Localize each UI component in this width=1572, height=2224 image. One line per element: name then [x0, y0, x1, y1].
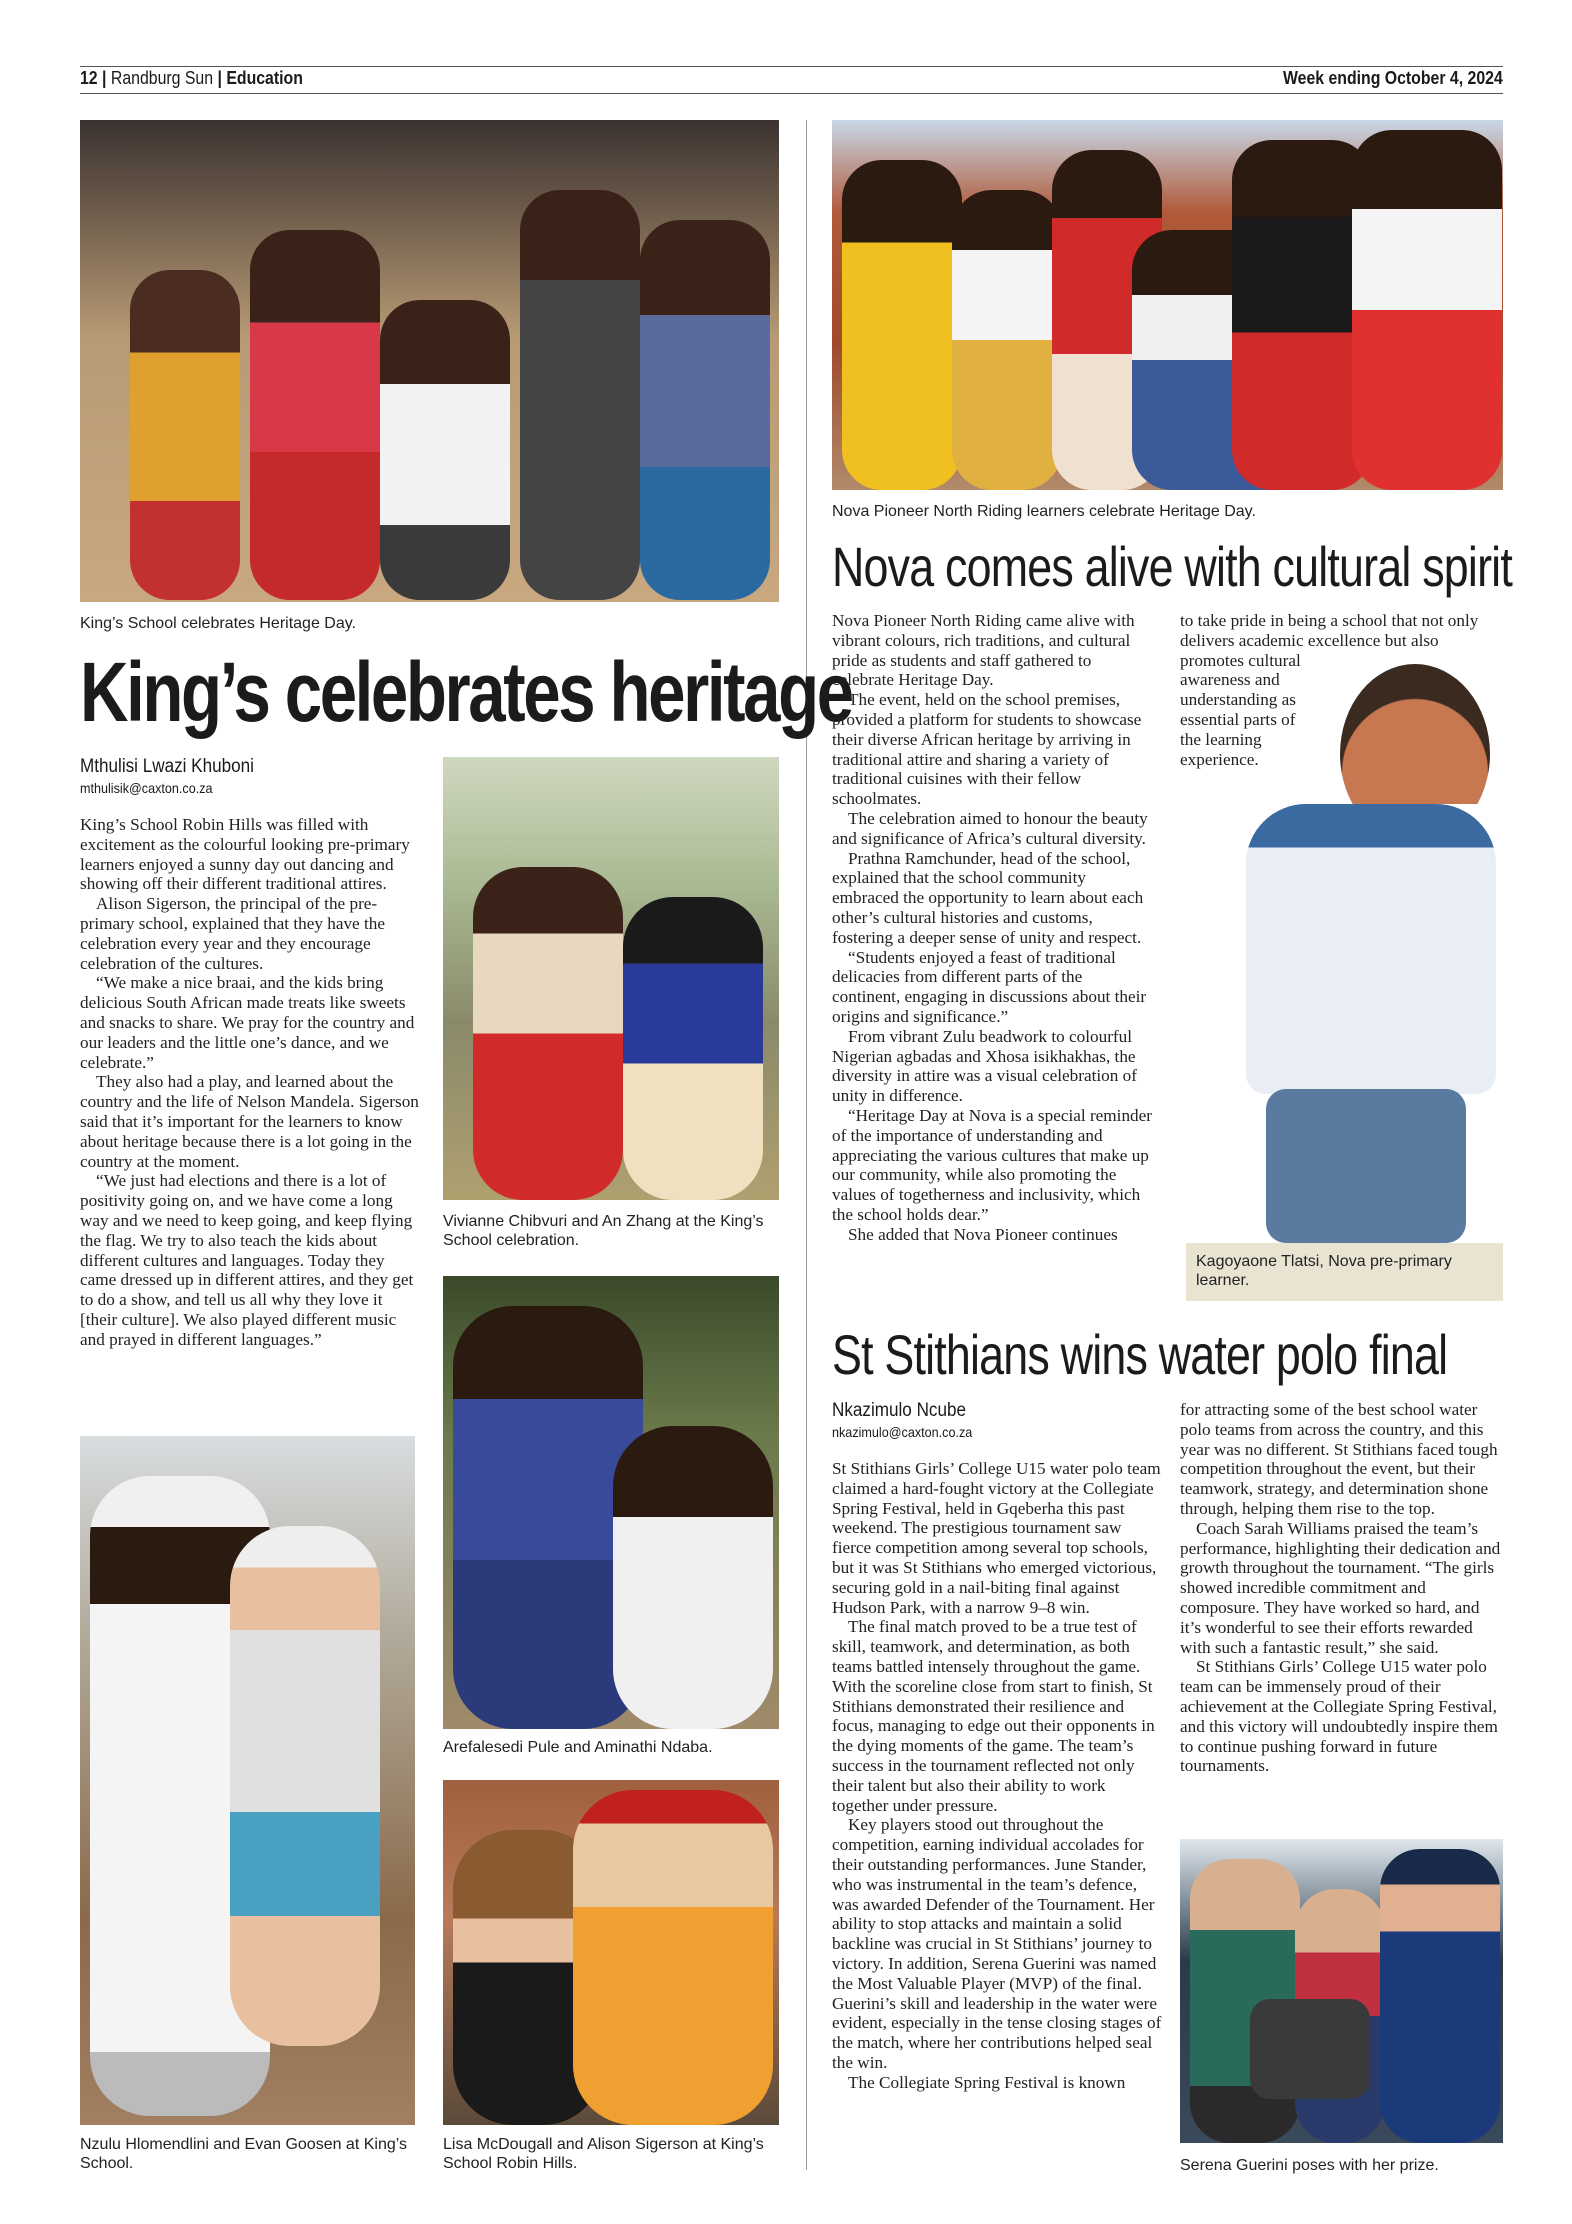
- vivianne-photo: [443, 757, 779, 1200]
- arefalesedi-caption: Arefalesedi Pule and Aminathi Ndaba.: [443, 1739, 713, 1756]
- paragraph: Nova Pioneer North Riding came alive with vibrant colours, rich traditions, and cultural pride as students and staff gathered to celebrate Heritage Day.: [832, 611, 1135, 690]
- paragraph: King’s School Robin Hills was filled with excitement as the colourful looking pre-primary learners enjoyed a sunny day out dancing and showing off their different traditional attires.: [80, 815, 410, 894]
- paragraph: The celebration aimed to honour the beauty and significance of Africa’s cultural diversity.: [832, 808, 1148, 848]
- vivianne-caption: Vivianne Chibvuri and An Zhang at the King’s School celebration.: [443, 1213, 764, 1249]
- publication-name: Randburg Sun: [110, 68, 214, 88]
- serena-photo: [1180, 1839, 1503, 2143]
- paragraph: From vibrant Zulu beadwork to colourful Nigerian agbadas and Xhosa isikhakhas, the diversity in attire was a visual celebration of unity in difference.: [832, 1026, 1137, 1106]
- paragraph: The Collegiate Spring Festival is known: [848, 2072, 1126, 2092]
- polo-headline: St Stithians wins water polo final: [832, 1323, 1448, 1386]
- nova-headline: Nova comes alive with cultural spirit: [832, 535, 1512, 598]
- paragraph: Alison Sigerson, the principal of the pre-primary school, explained that they have the celebration every year and they encourage celebration of the cultures.: [80, 894, 385, 973]
- paragraph: Coach Sarah Williams praised the team’s performance, highlighting their dedication and growth throughout the tournament. “The girls showed incredible commitment and composure. They have worked so hard, and it’s wonderful to see their efforts rewarded with such a fantastic result,” she said.: [1180, 1518, 1501, 1657]
- nova-article-col1: [832, 611, 1152, 1245]
- kings-author: Mthulisi Lwazi Khuboni: [80, 756, 254, 777]
- paragraph: to take pride in being a school that not only delivers academic excellence but also promotes cultural awareness and understanding as essential parts of the learning experience.: [1180, 611, 1479, 769]
- header-bottom-rule: [80, 93, 1503, 94]
- paragraph: “We just had elections and there is a lot of positivity going on, and we have come a long way and we need to keep going, and keep flying the flag. We try to also teach the kids about different cultures and languages. Today they came dressed up in different attires, and they get to do a show, and tell us all why they love it [their culture]. We also played different music and prayed in different languages.”: [80, 1171, 414, 1349]
- kings-article-body: [80, 815, 420, 1350]
- paragraph: The event, held on the school premises, provided a platform for students to showcase their diverse African heritage by arriving in traditional attire and sharing a variety of traditional cuisines with their fellow schoolmates.: [832, 690, 1142, 809]
- column-divider: [806, 120, 807, 2170]
- kagoyaone-caption: Kagoyaone Tlatsi, Nova pre-primary learner.: [1196, 1253, 1452, 1289]
- paragraph: St Stithians Girls’ College U15 water polo team claimed a hard-fought victory at the Collegiate Spring Festival, held in Gqeberha this past weekend. The prestigious tournament saw fierce competition among several top schools, but it was St Stithians who emerged victorious, securing gold in a nail-biting final against Hudson Park, with a narrow 9–8 win.: [832, 1459, 1161, 1617]
- header-top-rule: [80, 66, 1503, 67]
- paragraph: “Students enjoyed a feast of traditional delicacies from different parts of the continent, engaging in discussions about their origins and significance.”: [832, 947, 1147, 1026]
- lisa-photo: [443, 1780, 779, 2125]
- polo-article-col2: [1180, 1400, 1503, 1776]
- paragraph: “We make a nice braai, and the kids bring delicious South African made treats like sweets and snacks to share. We pray for the country and our leaders and the little one’s dance, and we celebrate.”: [80, 973, 415, 1072]
- kings-group-photo: [80, 120, 779, 602]
- kings-photo-caption: King’s School celebrates Heritage Day.: [80, 615, 356, 632]
- page-header: 12 | Randburg Sun | Education: [80, 68, 303, 88]
- paragraph: Prathna Ramchunder, head of the school, explained that the school community embraced the opportunity to learn about each other’s cultural histories and customs, fostering a deeper sense of unity and respect.: [832, 848, 1144, 947]
- paragraph: “Heritage Day at Nova is a special reminder of the importance of understanding and appreciating the various cultures that make up our community, while also promoting the values of togetherness and inclusivity, which the school holds dear.”: [832, 1105, 1152, 1224]
- kings-headline: King’s celebrates heritage: [80, 645, 852, 739]
- nova-article-col2: [1180, 611, 1503, 1251]
- polo-author-email: nkazimulo@caxton.co.za: [832, 1424, 973, 1440]
- polo-author: Nkazimulo Ncube: [832, 1400, 967, 1421]
- issue-date: Week ending October 4, 2024: [1283, 68, 1503, 88]
- nzulu-caption: Nzulu Hlomendlini and Evan Goosen at King’s School.: [80, 2136, 408, 2172]
- paragraph: for attracting some of the best school water polo teams from across the country, and this year was no different. St Stithians faced tough competition throughout the event, but their teamwork, strategy, and determination shone through, helping them rise to the top.: [1180, 1400, 1498, 1518]
- paragraph: The final match proved to be a true test of skill, teamwork, and determination, as both teams battled intensely throughout the game. With the scoreline close from start to finish, St Stithians demonstrated their resilience and focus, managing to edge out their opponents in the dying moments of the game. The team’s success in the tournament reflected not only their talent but also their ability to work together under pressure.: [832, 1617, 1155, 1815]
- paragraph: They also had a play, and learned about the country and the life of Nelson Mandela. Sigerson said that it’s important for the learners to know about heritage because there is a lot going in the country at the moment.: [80, 1072, 419, 1171]
- paragraph: She added that Nova Pioneer continues: [848, 1224, 1118, 1244]
- paragraph: St Stithians Girls’ College U15 water polo team can be immensely proud of their achievement at the Collegiate Spring Festival, and this victory will undoubtedly inspire them to continue pushing forward in future tournaments.: [1180, 1657, 1498, 1776]
- kings-author-email: mthulisik@caxton.co.za: [80, 780, 213, 796]
- page-number: 12: [80, 68, 98, 88]
- nzulu-photo: [80, 1436, 415, 2125]
- polo-article-col1: [832, 1459, 1162, 2093]
- serena-caption: Serena Guerini poses with her prize.: [1180, 2157, 1439, 2174]
- nova-photo-caption: Nova Pioneer North Riding learners celebrate Heritage Day.: [832, 503, 1256, 520]
- lisa-caption: Lisa McDougall and Alison Sigerson at King’s School Robin Hills.: [443, 2136, 764, 2172]
- paragraph: Key players stood out throughout the competition, earning individual accolades for their outstanding performances. June Stander, who was instrumental in the team’s defence, was awarded Defender of the Tournament. Her ability to stop attacks and maintain a solid backline was crucial in St Stithians’ journey to victory. In addition, Serena Guerini was named the Most Valuable Player (MVP) of the final. Guerini’s skill and leadership in the water were evident, especially in the tense closing stages of the match, where her contributions helped seal the win.: [832, 1815, 1162, 2072]
- nova-group-photo: [832, 120, 1503, 490]
- section-name: Education: [226, 68, 303, 88]
- arefalesedi-photo: [443, 1276, 779, 1729]
